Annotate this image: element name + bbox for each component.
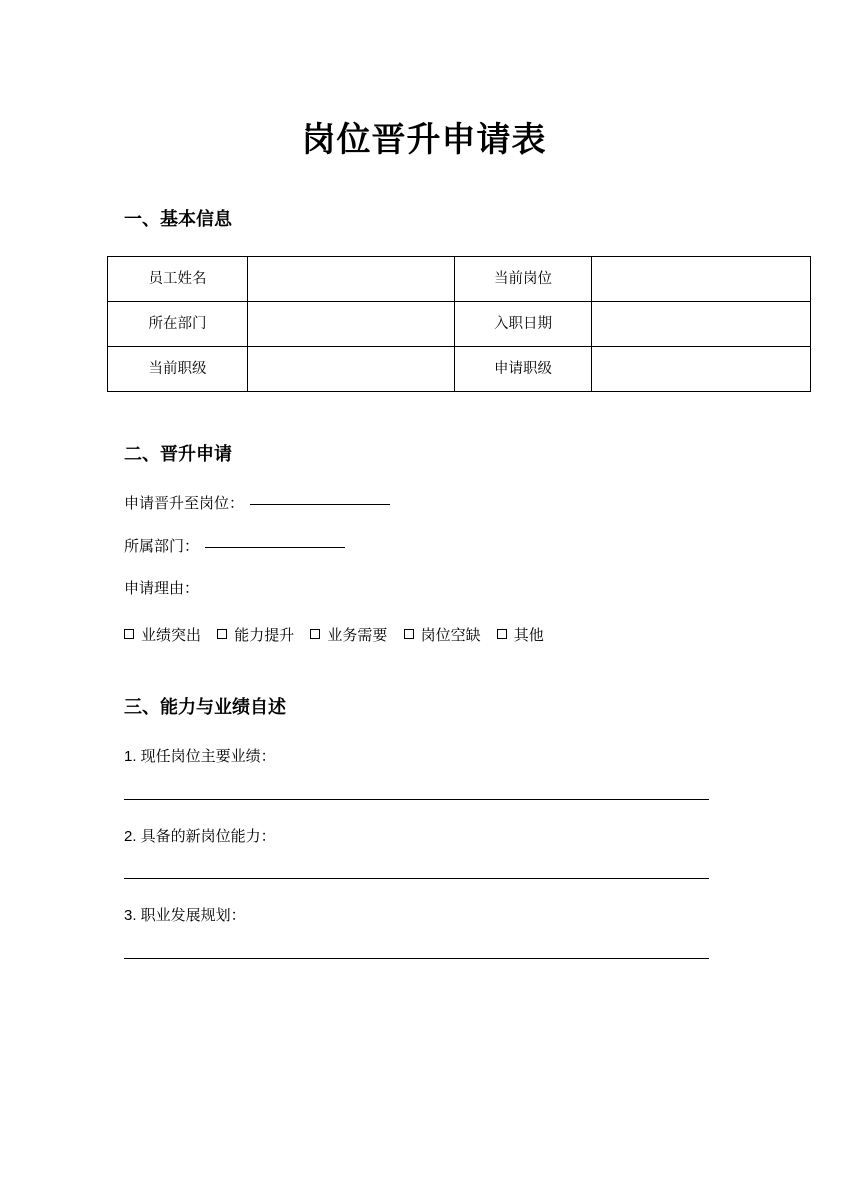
table-row <box>108 346 811 391</box>
checkbox-option-other[interactable] <box>497 625 544 648</box>
checkbox-option-label: 业务需要 <box>327 626 388 644</box>
cell-label-hire-date: 入职日期 <box>455 301 592 346</box>
reason-label-text: 申请理由： <box>124 580 200 598</box>
cell-value-employee-name[interactable] <box>248 256 455 301</box>
cell-value-current-rank[interactable] <box>248 346 455 391</box>
self-statement-item-label-1: 1. 现任岗位主要业绩： <box>124 748 276 766</box>
cell-label-department: 所在部门 <box>108 301 248 346</box>
field-row-belonging-department <box>0 516 848 559</box>
field-label-reason <box>0 558 848 601</box>
checkbox-option-label: 能力提升 <box>234 626 295 644</box>
field-input-belonging-department[interactable] <box>205 547 345 548</box>
checkbox-icon[interactable] <box>310 629 320 639</box>
cell-value-applied-rank[interactable] <box>592 346 811 391</box>
table-row <box>108 256 811 301</box>
self-statement-item-label-3: 3. 职业发展规划： <box>124 907 246 925</box>
cell-value-department[interactable] <box>248 301 455 346</box>
checkbox-option-outstanding-performance[interactable] <box>124 625 201 648</box>
page-title: 岗位晋升申请表 <box>301 121 547 159</box>
reason-options-group <box>0 601 848 648</box>
field-row-target-position <box>0 467 848 516</box>
checkbox-icon[interactable] <box>497 629 507 639</box>
cell-value-hire-date[interactable] <box>592 301 811 346</box>
checkbox-option-business-need[interactable] <box>310 625 387 648</box>
self-statement-answer-line-3[interactable] <box>124 958 709 959</box>
self-statement-item-label-2: 2. 具备的新岗位能力： <box>124 827 276 845</box>
section-heading-basic-info: 一、基本信息 <box>124 208 232 229</box>
basic-info-table <box>107 256 811 392</box>
checkbox-option-ability-improvement[interactable] <box>217 625 294 648</box>
checkbox-option-position-vacancy[interactable] <box>404 625 481 648</box>
section-heading-self-statement: 三、能力与业绩自述 <box>124 697 286 718</box>
section-heading-promotion-application: 二、晋升申请 <box>124 443 232 464</box>
table-row <box>108 301 811 346</box>
field-label-belonging-department: 所属部门： <box>124 537 200 555</box>
cell-value-current-position[interactable] <box>592 256 811 301</box>
cell-label-current-rank: 当前职级 <box>108 346 248 391</box>
checkbox-option-label: 其他 <box>513 626 544 644</box>
checkbox-option-label: 业绩突出 <box>141 626 202 644</box>
checkbox-icon[interactable] <box>124 629 134 639</box>
field-input-target-position[interactable] <box>250 504 390 505</box>
cell-label-applied-rank: 申请职级 <box>455 346 592 391</box>
checkbox-icon[interactable] <box>217 629 227 639</box>
checkbox-icon[interactable] <box>404 629 414 639</box>
cell-label-current-position: 当前岗位 <box>455 256 592 301</box>
basic-info-table-wrapper <box>0 232 848 392</box>
field-label-target-position: 申请晋升至岗位： <box>124 495 245 513</box>
cell-label-employee-name: 员工姓名 <box>108 256 248 301</box>
checkbox-option-label: 岗位空缺 <box>420 626 481 644</box>
